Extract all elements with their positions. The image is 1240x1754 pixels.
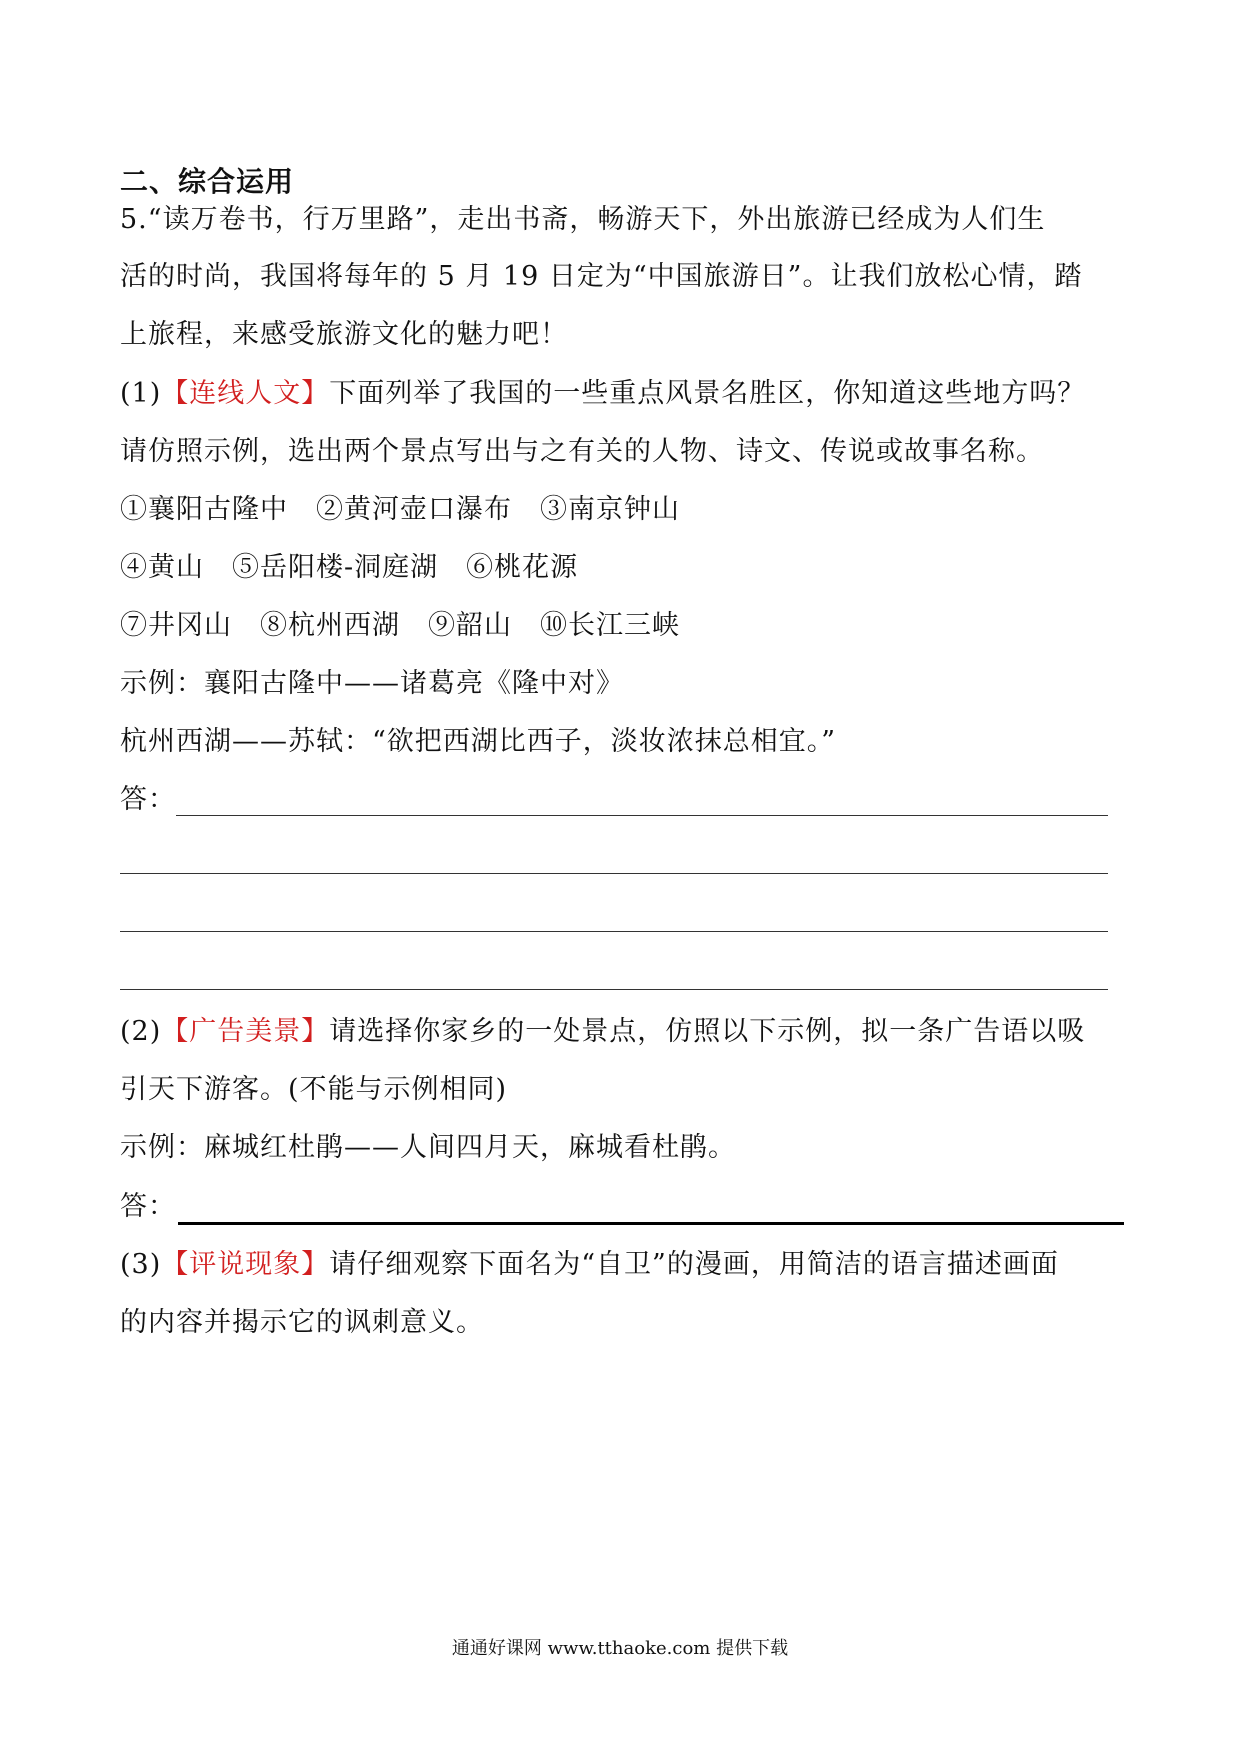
part1-answer-label: 答： xyxy=(120,784,176,815)
answer-blank-line[interactable] xyxy=(120,989,1108,990)
part3-line-1 xyxy=(120,1245,1130,1285)
spot-item: ④黄山 xyxy=(120,552,204,583)
part2-line-1 xyxy=(120,1012,1130,1052)
part1-number: (1) xyxy=(120,378,162,409)
part2-text-1: 请选择你家乡的一处景点，仿照以下示例，拟一条广告语以吸 xyxy=(329,1016,1086,1047)
spots-row-1 xyxy=(120,490,1130,530)
part2-number: (2) xyxy=(120,1016,162,1047)
spot-item: ⑤岳阳楼-洞庭湖 xyxy=(232,552,439,583)
part1-tag: 【连线人文】 xyxy=(161,378,330,409)
spot-item: ⑥桃花源 xyxy=(466,552,579,583)
answer-blank-line[interactable] xyxy=(176,815,1108,816)
part3-number: (3) xyxy=(120,1249,162,1280)
spots-row-2 xyxy=(120,548,1130,588)
spot-item: ②黄河壶口瀑布 xyxy=(316,494,512,525)
spot-item: ⑩长江三峡 xyxy=(540,610,680,641)
spot-item: ⑧杭州西湖 xyxy=(260,610,400,641)
part2-tag: 【广告美景】 xyxy=(161,1016,330,1047)
spot-item: ⑦井冈山 xyxy=(120,610,232,641)
answer-blank-line[interactable] xyxy=(178,1222,1124,1225)
part3-line-2: 的内容并揭示它的讽刺意义。 xyxy=(120,1307,484,1338)
part1-text-1: 下面列举了我国的一些重点风景名胜区，你知道这些地方吗？ xyxy=(329,378,1086,409)
answer-blank-line[interactable] xyxy=(120,931,1108,932)
part2-example: 示例：麻城红杜鹃——人间四月天，麻城看杜鹃。 xyxy=(120,1132,736,1163)
part1-example-2: 杭州西湖——苏轼：“欲把西湖比西子，淡妆浓抹总相宜。” xyxy=(120,726,837,757)
part1-line-1 xyxy=(120,374,1130,414)
part2-line-2: 引天下游客。(不能与示例相同) xyxy=(120,1074,508,1105)
part2-answer-label: 答： xyxy=(120,1191,176,1222)
answer-blank-line[interactable] xyxy=(120,873,1108,874)
spot-item: ①襄阳古隆中 xyxy=(120,494,288,525)
spots-row-3 xyxy=(120,606,1130,646)
page-footer: 通通好课网 www.tthaoke.com 提供下载 xyxy=(451,1638,789,1659)
part1-line-2: 请仿照示例，选出两个景点写出与之有关的人物、诗文、传说或故事名称。 xyxy=(120,436,1044,467)
spot-item: ③南京钟山 xyxy=(540,494,680,525)
section-heading: 二、综合运用 xyxy=(120,165,295,198)
part1-example-1: 示例：襄阳古隆中——诸葛亮《隆中对》 xyxy=(120,668,624,699)
spot-item: ⑨韶山 xyxy=(428,610,512,641)
question-intro-line-1: 5.“读万卷书，行万里路”，走出书斋，畅游天下，外出旅游已经成为人们生 xyxy=(120,204,1046,235)
question-intro-line-2: 活的时尚，我国将每年的 5 月 19 日定为“中国旅游日”。让我们放松心情，踏 xyxy=(120,261,1083,292)
part3-text-1: 请仔细观察下面名为“自卫”的漫画，用简洁的语言描述画面 xyxy=(329,1249,1059,1280)
question-intro-line-3: 上旅程，来感受旅游文化的魅力吧！ xyxy=(120,319,568,350)
part3-tag: 【评说现象】 xyxy=(161,1249,330,1280)
